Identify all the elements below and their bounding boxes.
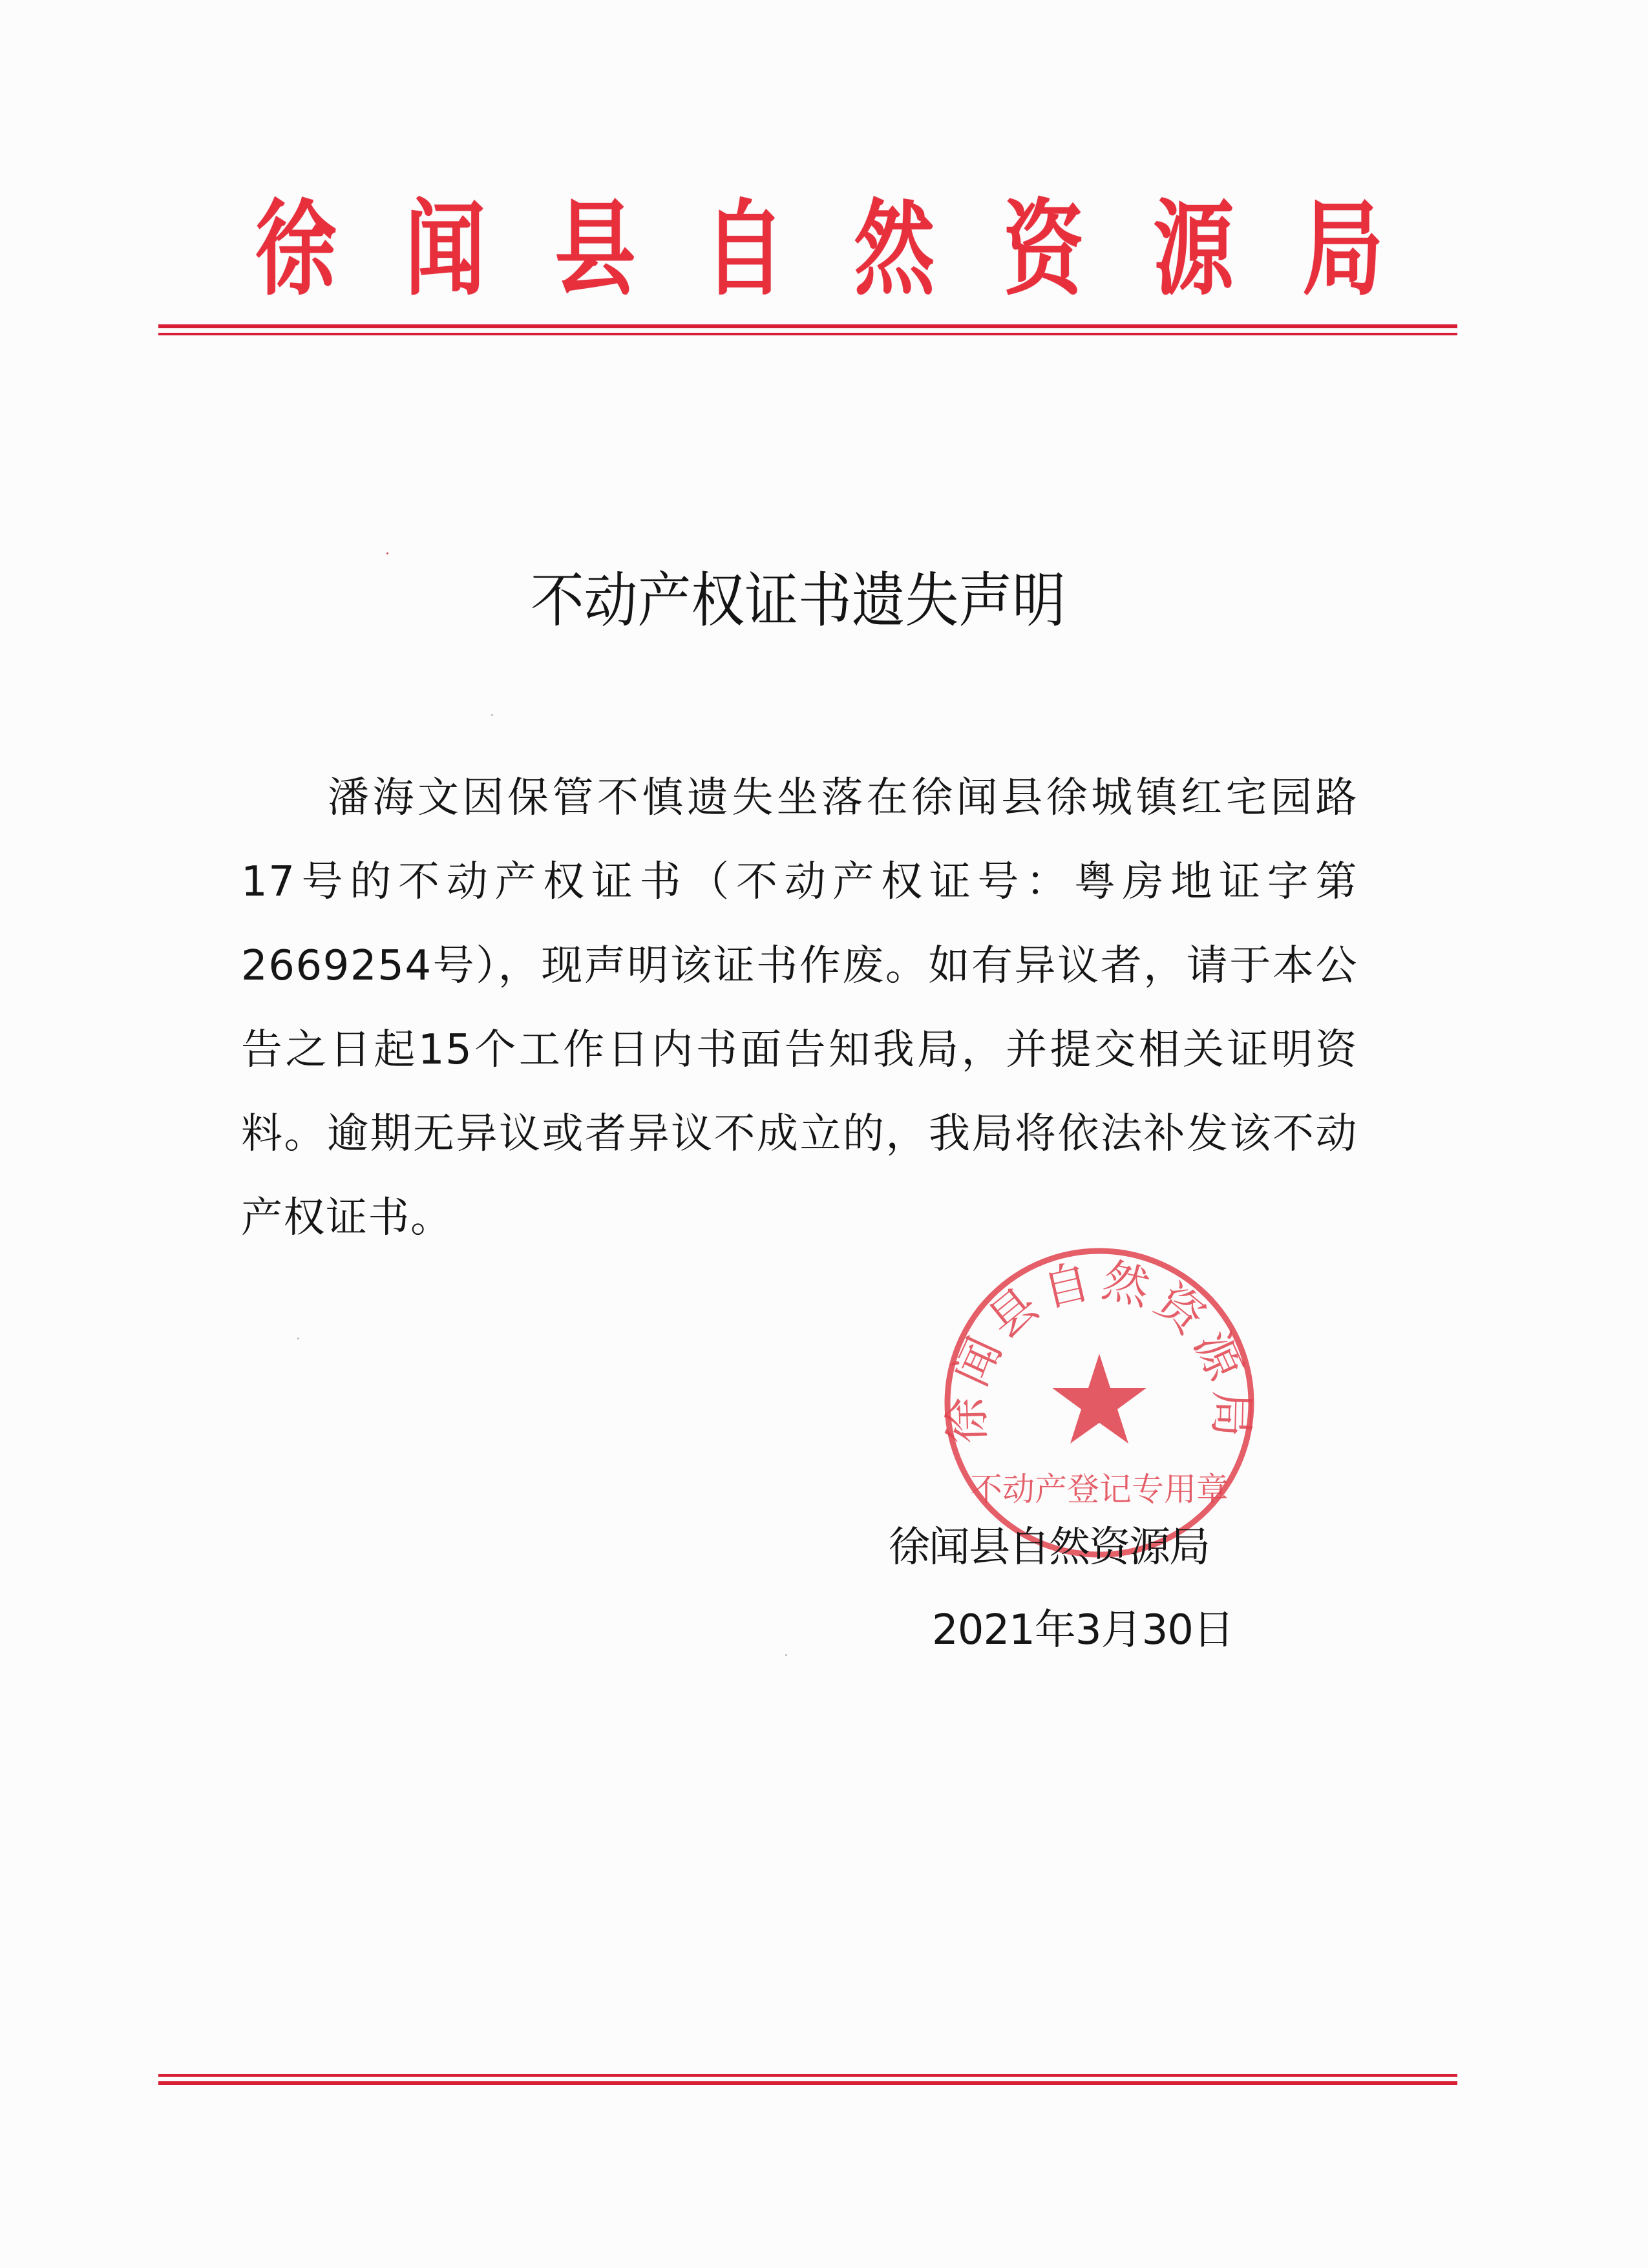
official-seal <box>942 1247 1256 1559</box>
body-line: 潘海文因保管不慎遗失坐落在徐闻县徐城镇红宅园路 <box>328 774 1358 822</box>
scan-speck <box>297 1338 299 1339</box>
statement-body <box>241 756 1366 1260</box>
body-line: 17号的不动产权证书（不动产权证号：粤房地证字第 <box>241 858 1358 906</box>
body-line: 产权证书。 <box>241 1194 453 1242</box>
masthead-char: 资 <box>1003 188 1084 310</box>
masthead-title <box>246 187 1383 310</box>
scan-speck <box>785 1654 787 1656</box>
seal-graphic <box>942 1247 1256 1559</box>
scan-speck <box>491 714 493 716</box>
scan-speck <box>386 552 388 554</box>
masthead-char: 然 <box>854 188 935 310</box>
masthead-char: 自 <box>704 188 785 310</box>
document-title: 不动产权证书遗失声明 <box>530 566 1066 635</box>
body-line: 料。逾期无异议或者异议不成立的，我局将依法补发该不动 <box>241 1110 1358 1158</box>
star-icon <box>1052 1354 1146 1444</box>
masthead-char: 闻 <box>405 188 486 310</box>
masthead-divider-thin <box>158 333 1457 335</box>
masthead-char: 局 <box>1302 188 1384 310</box>
body-line: 2669254号），现声明该证书作废。如有异议者，请于本公 <box>241 942 1358 990</box>
body-line: 告之日起15个工作日内书面告知我局，并提交相关证明资 <box>241 1026 1358 1074</box>
seal-inner-text: 不动产登记专用章 <box>970 1471 1229 1508</box>
issuer-signature: 徐闻县自然资源局 <box>889 1524 1209 1571</box>
masthead-char: 源 <box>1152 188 1234 310</box>
masthead-char: 徐 <box>255 188 337 310</box>
masthead-divider-thick <box>158 324 1457 328</box>
seal-outer-text: 徐闻县自然资源局 <box>942 1252 1256 1445</box>
masthead-char: 县 <box>555 188 636 310</box>
issue-date: 2021年3月30日 <box>932 1606 1234 1654</box>
footer-divider-thick <box>158 2081 1457 2085</box>
footer-divider-thin <box>158 2074 1457 2077</box>
